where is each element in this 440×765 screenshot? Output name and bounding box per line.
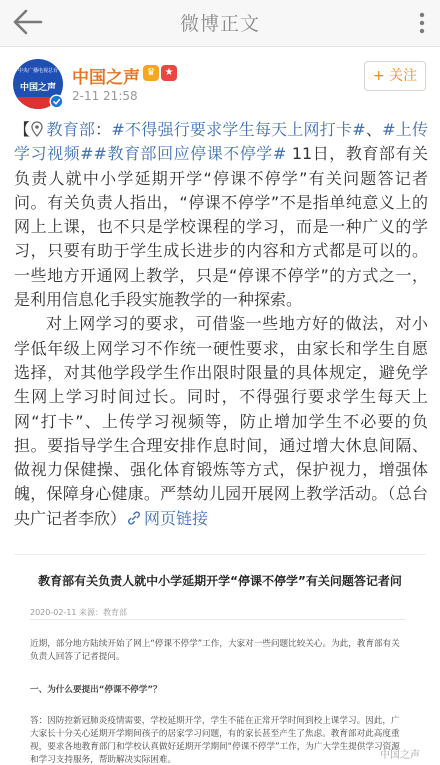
paragraph-2-text: 对上网学习的要求，可借鉴一些地方好的做法，对小学低年级上网学习不作统一硬性要求，由家长和学生自愿选择，对其他学段学生作出限时限量的具体规定，避免学生网上学习时间过长。同时，不得强行要求学生每天上网“打卡”、上传学习视频等，防止增加学生不必要的负担。要指导学生合理安排作息时间，通过增大休息间隔、做视力保健操、强化体育锻炼等方式，保护视力，增强体魄，保障身心健康。严禁幼儿园开展网上教学活动。（总台央广记者李欣）	[14, 314, 428, 528]
top-navigation-bar	[0, 0, 440, 47]
avatar-name: 中国之声	[19, 83, 56, 93]
image-paragraph: 近期，部分地方陆续开始了网上“停课不停学”工作，大家对一些问题比较关心。为此，教育部有关负责人回答了记者提问。	[30, 639, 400, 662]
watermark: 中国之声	[380, 750, 420, 761]
source-label[interactable]: 教育部	[46, 120, 96, 139]
topic-link-2[interactable]: #上传学习视频#	[14, 120, 428, 164]
author-name[interactable]: 中国之声	[72, 68, 140, 88]
image-paragraph: 答：因防控新冠肺炎疫情需要，学校延期开学，学生不能在正常开学时间到校上课学习。因此，广大家长十分关心延期开学期间孩子的居家学习问题，有的家长甚至产生了焦虑。教育部对此高度重视，要求各地教育部门和学校认真做好延期开学期间“停课不停学”工作，为广大学生提供学习资源和学习支持服务，帮助解决实际困难。	[30, 716, 400, 765]
vip-level-icon: ★	[161, 65, 177, 81]
separator: 、	[365, 120, 383, 139]
bracket-open: 【	[14, 120, 31, 139]
page-title: 微博正文	[179, 13, 260, 35]
post-paragraph	[14, 312, 428, 531]
location-tag-icon	[31, 121, 43, 137]
topic-link-1[interactable]: #不得强行要求学生每天上网打卡#	[111, 120, 366, 139]
image-meta: 2020-02-11 来源：教育部	[30, 608, 128, 617]
post-body	[14, 118, 428, 531]
post-timestamp: 2-11 21:58	[72, 89, 138, 103]
topic-link-3[interactable]: #教育部回应停课不停学#	[93, 144, 287, 164]
lead-text: 11日，教育部有关负责人就中小学延期开学“停课不停学”有关问题答记者问。有关负责人指出，“停课不停学”不是指单纯意义上的网上上课，也不只是学校课程的学习，而是一种广义的学习，只要有助于学生成长进步的内容和方式都是可以的。一些地方开通网上教学，只是“停课不停学”的方式之一，是利用信息化手段实施教学的一种探索。	[14, 144, 428, 310]
avatar-caption: 中央广播电视总台	[17, 68, 58, 74]
post-paragraph	[14, 118, 428, 312]
colon: ：	[95, 120, 112, 139]
image-headline: 教育部有关负责人就中小学延期开学“停课不停学”有关问题答记者问	[38, 574, 402, 588]
author-header	[0, 46, 440, 118]
more-vertical-icon[interactable]	[417, 12, 427, 34]
image-divider	[30, 619, 406, 620]
verified-badge-icon	[49, 94, 64, 109]
article-screenshot-image[interactable]	[14, 554, 426, 765]
web-link[interactable]: 网页链接	[144, 508, 209, 528]
follow-button[interactable]: + 关注	[364, 61, 426, 91]
member-crown-icon: ♛	[143, 65, 159, 81]
link-icon[interactable]	[127, 510, 141, 526]
image-question: 一、为什么要提出“停课不停学”？	[30, 685, 162, 695]
